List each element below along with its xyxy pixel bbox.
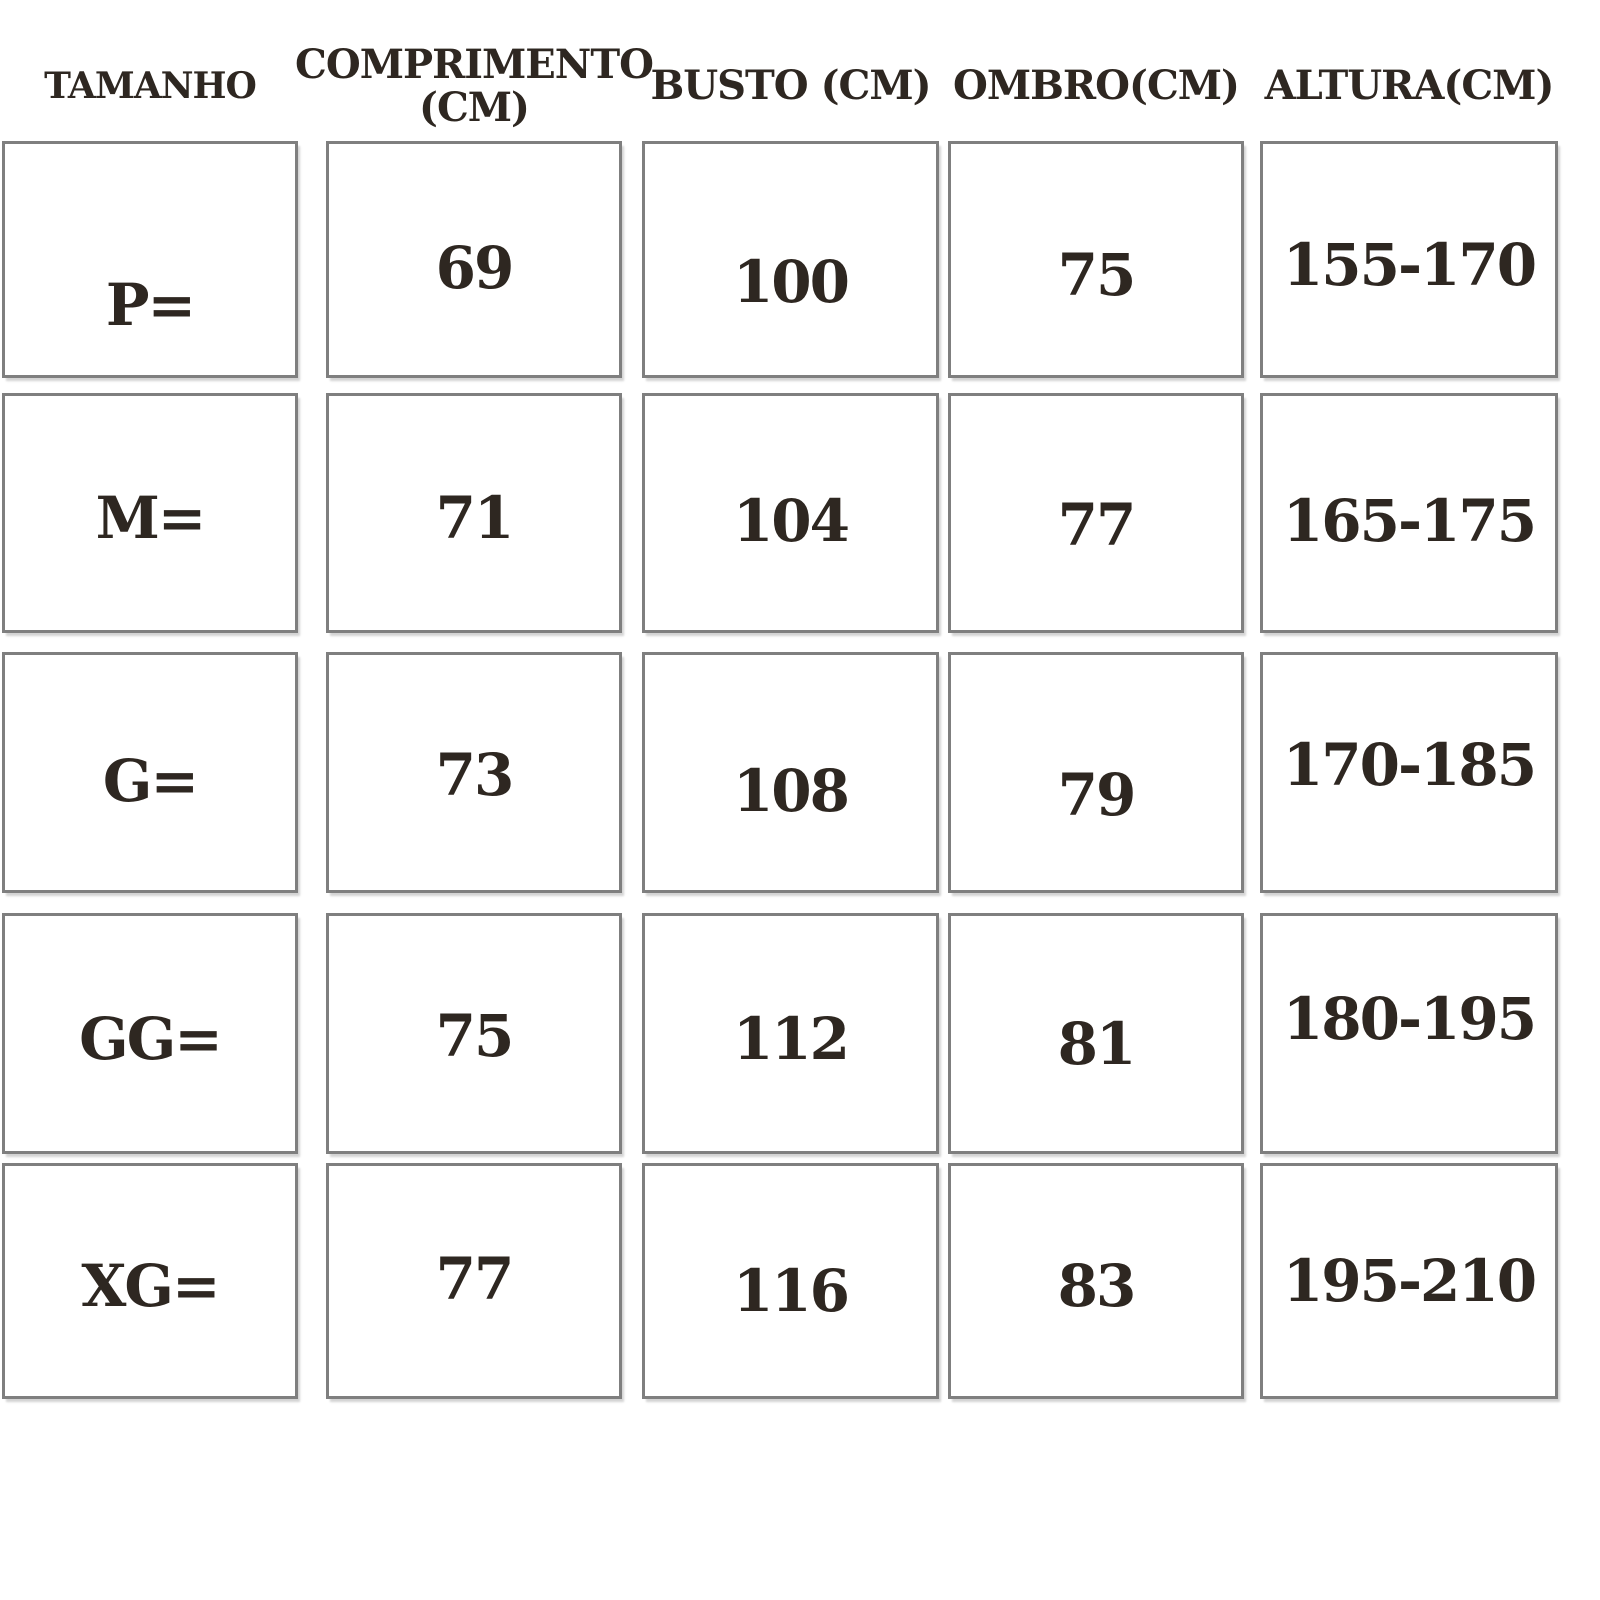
- cell-text: G=: [102, 746, 198, 815]
- cell-text: 83: [1057, 1252, 1135, 1320]
- cell-text: 71: [435, 484, 513, 552]
- cell-text: GG=: [79, 1004, 221, 1073]
- table-cell-busto-p: [642, 141, 939, 378]
- cell-text: 108: [732, 756, 849, 825]
- table-cell-altura-g: [1260, 652, 1558, 893]
- table-cell-comprimento-p: [326, 141, 622, 378]
- table-cell-comprimento-g: [326, 652, 622, 893]
- table-cell-busto-m: [642, 393, 939, 633]
- table-cell-size-gg: [2, 913, 298, 1154]
- cell-text: 165-175: [1282, 487, 1536, 555]
- cell-text: 155-170: [1282, 230, 1536, 299]
- cell-text: 100: [732, 247, 849, 316]
- cell-text: 104: [732, 487, 849, 555]
- column-header-comprimento: COMPRIMENTO (CM): [295, 40, 653, 131]
- table-cell-comprimento-gg: [326, 913, 622, 1154]
- table-cell-altura-m: [1260, 393, 1558, 633]
- cell-text: 81: [1057, 1009, 1135, 1078]
- table-cell-size-xg: [2, 1163, 298, 1399]
- cell-text: 77: [1057, 491, 1135, 559]
- table-cell-size-p: [2, 141, 298, 378]
- table-cell-busto-xg: [642, 1163, 939, 1399]
- cell-text: 112: [732, 1004, 849, 1073]
- table-cell-altura-xg: [1260, 1163, 1558, 1399]
- cell-text: 79: [1057, 760, 1135, 829]
- table-cell-comprimento-xg: [326, 1163, 622, 1399]
- table-cell-altura-p: [1260, 141, 1558, 378]
- cell-text: M=: [95, 484, 205, 552]
- table-cell-ombro-xg: [948, 1163, 1244, 1399]
- table-cell-ombro-p: [948, 141, 1244, 378]
- table-cell-altura-gg: [1260, 913, 1558, 1154]
- table-cell-comprimento-m: [326, 393, 622, 633]
- table-cell-ombro-g: [948, 652, 1244, 893]
- cell-text: 77: [435, 1245, 513, 1313]
- table-cell-ombro-gg: [948, 913, 1244, 1154]
- cell-text: 73: [435, 740, 513, 809]
- column-header-altura: ALTURA(CM): [1264, 62, 1554, 110]
- column-header-busto: BUSTO (CM): [650, 62, 931, 110]
- column-header-tamanho: TAMANHO: [44, 64, 256, 107]
- cell-text: P=: [105, 270, 195, 339]
- column-header-ombro: OMBRO(CM): [953, 62, 1239, 110]
- cell-text: 75: [1057, 240, 1135, 309]
- cell-text: 180-195: [1282, 984, 1536, 1053]
- cell-text: 170-185: [1282, 730, 1536, 799]
- cell-text: 75: [435, 1001, 513, 1070]
- table-cell-size-g: [2, 652, 298, 893]
- cell-text: XG=: [81, 1252, 219, 1320]
- cell-text: 195-210: [1282, 1247, 1536, 1315]
- table-cell-ombro-m: [948, 393, 1244, 633]
- cell-text: 69: [435, 233, 513, 302]
- table-cell-size-m: [2, 393, 298, 633]
- table-cell-busto-gg: [642, 913, 939, 1154]
- table-cell-busto-g: [642, 652, 939, 893]
- cell-text: 116: [732, 1257, 849, 1325]
